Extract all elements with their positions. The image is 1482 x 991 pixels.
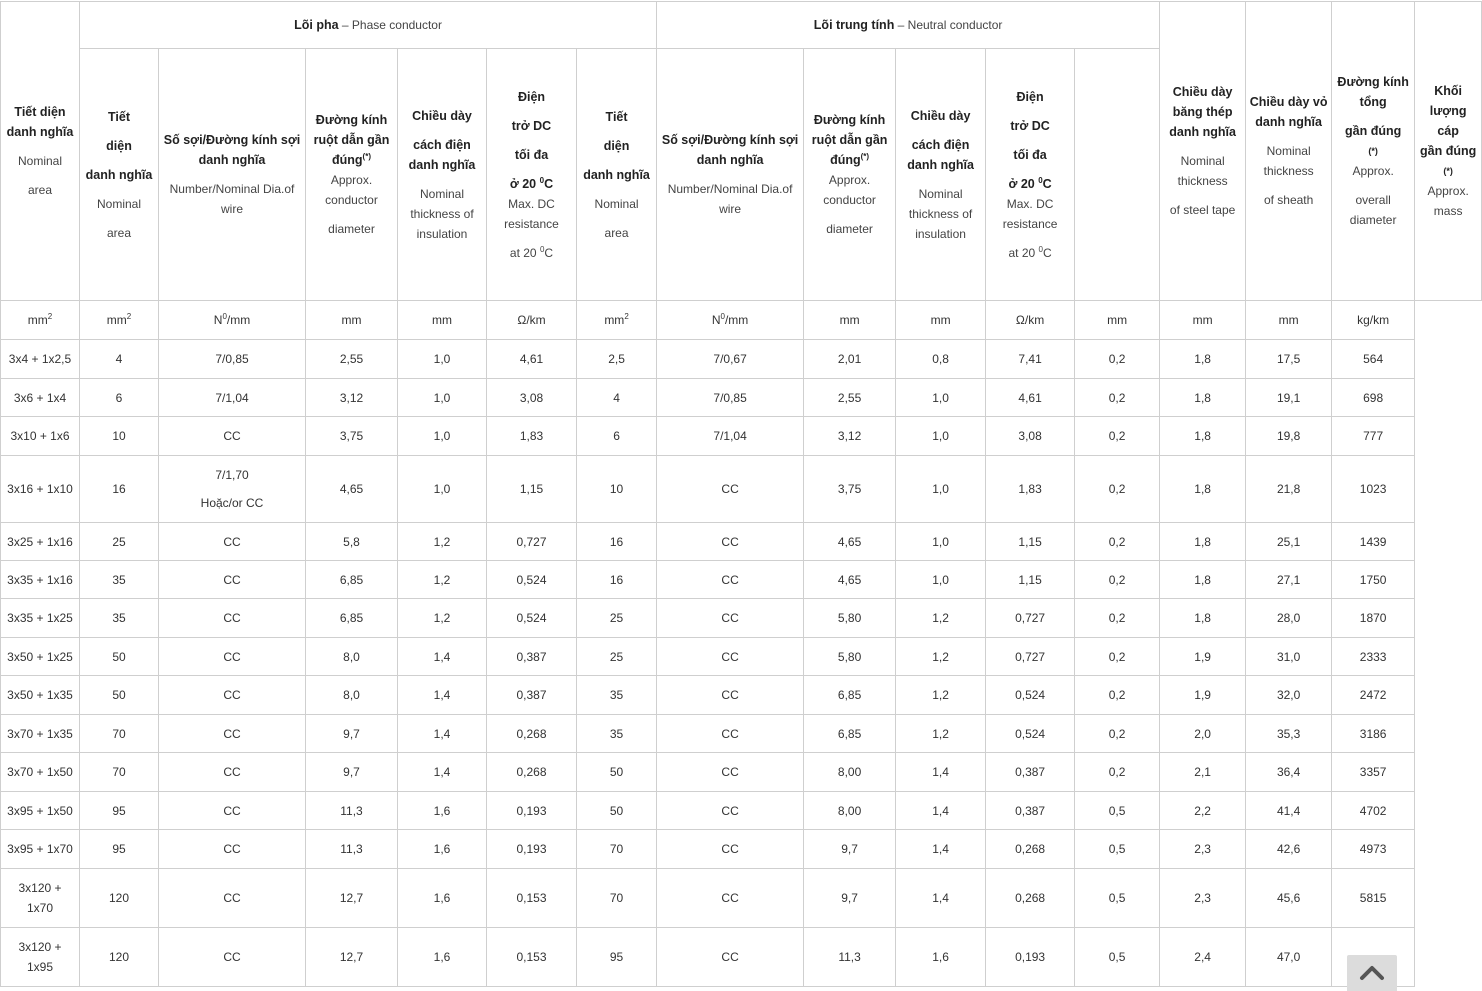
cell-neutral-insulation: 1,2	[896, 676, 986, 715]
cell-phase-resistance: 0,268	[487, 715, 577, 753]
cell-overall-diameter: 32,0	[1246, 676, 1332, 715]
cell-neutral-wire: CC	[657, 638, 804, 676]
cell-phase-resistance: 0,193	[487, 830, 577, 869]
cell-phase-diameter: 11,3	[306, 792, 398, 830]
cell-neutral-area: 4	[577, 379, 657, 417]
cell-phase-insulation: 1,6	[398, 830, 487, 869]
chevron-up-icon	[1360, 965, 1384, 979]
cell-sheath: 1,8	[1160, 417, 1246, 456]
cell-phase-resistance: 0,387	[487, 638, 577, 676]
cell-cable-size: 3x4 + 1x2,5	[1, 340, 80, 379]
cell-neutral-resistance: 0,268	[986, 869, 1075, 928]
cell-phase-area: 10	[80, 417, 159, 456]
header-mass: Khối lượng cáp gần đúng (*) Approx. mass	[1415, 2, 1482, 301]
cell-neutral-area: 10	[577, 456, 657, 523]
cell-neutral-diameter: 4,65	[804, 561, 896, 599]
cell-neutral-resistance: 1,83	[986, 456, 1075, 523]
cell-neutral-insulation: 1,2	[896, 638, 986, 676]
cell-phase-area: 6	[80, 379, 159, 417]
cell-phase-resistance: 4,61	[487, 340, 577, 379]
scroll-to-top-button[interactable]	[1347, 955, 1397, 991]
cell-sheath: 1,8	[1160, 561, 1246, 599]
cell-neutral-insulation: 1,6	[896, 928, 986, 987]
cell-neutral-area: 16	[577, 561, 657, 599]
header-phase-conductor: Lõi pha – Phase conductor	[80, 2, 657, 49]
cell-phase-diameter: 8,0	[306, 676, 398, 715]
cell-neutral-resistance: 3,08	[986, 417, 1075, 456]
cell-neutral-area: 70	[577, 830, 657, 869]
cell-cable-size: 3x35 + 1x25	[1, 599, 80, 638]
cell-steel-tape: 0,2	[1075, 417, 1160, 456]
cell-cable-size: 3x70 + 1x50	[1, 753, 80, 792]
cell-steel-tape: 0,2	[1075, 379, 1160, 417]
cell-neutral-diameter: 8,00	[804, 753, 896, 792]
header-phase-insulation: Chiều dày cách điện danh nghĩa Nominal thickness of insulation	[398, 49, 487, 301]
cell-neutral-insulation: 1,0	[896, 561, 986, 599]
cell-sheath: 2,3	[1160, 869, 1246, 928]
cell-phase-insulation: 1,0	[398, 379, 487, 417]
cell-neutral-wire: CC	[657, 456, 804, 523]
cell-phase-wire: CC	[159, 676, 306, 715]
cell-neutral-diameter: 8,00	[804, 792, 896, 830]
cell-cable-size: 3x70 + 1x35	[1, 715, 80, 753]
cell-neutral-wire: CC	[657, 830, 804, 869]
cell-steel-tape: 0,2	[1075, 561, 1160, 599]
cell-phase-insulation: 1,2	[398, 523, 487, 561]
header-neutral-area: Tiết diện danh nghĩa Nominal area	[577, 49, 657, 301]
unit-cell: mm	[1160, 301, 1246, 340]
cell-steel-tape: 0,5	[1075, 928, 1160, 987]
cell-phase-diameter: 12,7	[306, 928, 398, 987]
table-row	[1, 523, 1482, 561]
cell-neutral-resistance: 0,387	[986, 753, 1075, 792]
cell-overall-diameter: 19,1	[1246, 379, 1332, 417]
cell-phase-wire: CC	[159, 523, 306, 561]
cell-steel-tape: 0,5	[1075, 792, 1160, 830]
cell-neutral-wire: CC	[657, 561, 804, 599]
header-neutral-insulation: Chiều dày cách điện danh nghĩa Nominal thickness of insulation	[896, 49, 986, 301]
cell-phase-area: 50	[80, 676, 159, 715]
cell-phase-insulation: 1,2	[398, 599, 487, 638]
header-phase-area: Tiết diện danh nghĩa Nominal area	[80, 49, 159, 301]
cell-cable-size: 3x120 + 1x70	[1, 869, 80, 928]
unit-cell: mm	[1075, 301, 1160, 340]
table-row	[1, 830, 1482, 869]
table-row	[1, 417, 1482, 456]
cell-phase-insulation: 1,4	[398, 676, 487, 715]
cell-phase-insulation: 1,4	[398, 753, 487, 792]
cell-phase-resistance: 0,524	[487, 599, 577, 638]
cell-phase-insulation: 1,6	[398, 869, 487, 928]
table-row	[1, 928, 1482, 987]
unit-cell: $N^0/mm$	[159, 301, 306, 340]
cell-sheath: 1,8	[1160, 340, 1246, 379]
cell-cable-size: 3x6 + 1x4	[1, 379, 80, 417]
cell-phase-area: 120	[80, 869, 159, 928]
cell-phase-diameter: 2,55	[306, 340, 398, 379]
cell-sheath: 1,9	[1160, 638, 1246, 676]
table-row	[1, 456, 1482, 523]
table-row	[1, 379, 1482, 417]
cell-neutral-resistance: 0,387	[986, 792, 1075, 830]
cell-neutral-insulation: 1,4	[896, 792, 986, 830]
cell-phase-resistance: 0,153	[487, 928, 577, 987]
cell-neutral-insulation: 1,4	[896, 753, 986, 792]
table-row	[1, 638, 1482, 676]
cell-phase-area: 70	[80, 753, 159, 792]
cell-phase-diameter: 9,7	[306, 715, 398, 753]
cell-neutral-area: 50	[577, 792, 657, 830]
cell-mass: 698	[1332, 379, 1415, 417]
cell-phase-wire: CC	[159, 638, 306, 676]
cell-mass: 1023	[1332, 456, 1415, 523]
cell-phase-resistance: 0,153	[487, 869, 577, 928]
cell-phase-area: 70	[80, 715, 159, 753]
cell-phase-area: 4	[80, 340, 159, 379]
cell-neutral-area: 6	[577, 417, 657, 456]
cell-phase-area: 35	[80, 561, 159, 599]
cell-neutral-wire: CC	[657, 753, 804, 792]
cell-neutral-diameter: 6,85	[804, 715, 896, 753]
cell-neutral-area: 95	[577, 928, 657, 987]
cell-neutral-area: 35	[577, 676, 657, 715]
cell-sheath: 1,8	[1160, 379, 1246, 417]
cell-cable-size: 3x120 + 1x95	[1, 928, 80, 987]
cell-sheath: 2,3	[1160, 830, 1246, 869]
cell-steel-tape: 0,2	[1075, 638, 1160, 676]
cell-mass: 564	[1332, 340, 1415, 379]
cell-phase-wire: CC	[159, 599, 306, 638]
cell-neutral-insulation: 1,4	[896, 830, 986, 869]
cell-phase-insulation: 1,6	[398, 928, 487, 987]
cell-neutral-wire: CC	[657, 599, 804, 638]
unit-cell: mm	[398, 301, 487, 340]
cell-mass: 3186	[1332, 715, 1415, 753]
cell-cable-size: 3x95 + 1x70	[1, 830, 80, 869]
cell-overall-diameter: 17,5	[1246, 340, 1332, 379]
cell-sheath: 2,4	[1160, 928, 1246, 987]
cell-mass: 2472	[1332, 676, 1415, 715]
cell-neutral-insulation: 0,8	[896, 340, 986, 379]
cell-mass: 1870	[1332, 599, 1415, 638]
cell-cable-size: 3x50 + 1x25	[1, 638, 80, 676]
header-phase-resistance: Điện trở DC tối đa ở 20 $^0$C Max. DC resistance at 20 $^0$C	[487, 49, 577, 301]
cell-overall-diameter: 31,0	[1246, 638, 1332, 676]
cell-neutral-diameter: 5,80	[804, 638, 896, 676]
header-neutral-conductor: Lõi trung tính – Neutral conductor	[657, 2, 1160, 49]
cell-neutral-wire: CC	[657, 869, 804, 928]
cell-neutral-diameter: 4,65	[804, 523, 896, 561]
cell-phase-resistance: 0,524	[487, 561, 577, 599]
cell-phase-diameter: 3,12	[306, 379, 398, 417]
cell-overall-diameter: 41,4	[1246, 792, 1332, 830]
cell-overall-diameter: 21,8	[1246, 456, 1332, 523]
cell-neutral-diameter: 5,80	[804, 599, 896, 638]
cell-cable-size: 3x25 + 1x16	[1, 523, 80, 561]
cell-phase-diameter: 5,8	[306, 523, 398, 561]
cell-steel-tape: 0,2	[1075, 753, 1160, 792]
cell-neutral-insulation: 1,0	[896, 523, 986, 561]
cell-phase-diameter: 9,7	[306, 753, 398, 792]
unit-cell: $mm^2$	[80, 301, 159, 340]
cell-steel-tape: 0,5	[1075, 830, 1160, 869]
cell-neutral-diameter: 2,55	[804, 379, 896, 417]
cell-phase-wire: CC	[159, 561, 306, 599]
cell-neutral-area: 50	[577, 753, 657, 792]
cell-phase-resistance: 1,83	[487, 417, 577, 456]
cell-phase-insulation: 1,0	[398, 456, 487, 523]
cell-neutral-insulation: 1,2	[896, 599, 986, 638]
cell-neutral-insulation: 1,0	[896, 417, 986, 456]
cell-mass: 4973	[1332, 830, 1415, 869]
unit-cell: kg/km	[1332, 301, 1415, 340]
header-phase-wire: Số sợi/Đường kính sợi danh nghĩa Number/Nominal Dia.of wire	[159, 49, 306, 301]
cell-phase-diameter: 8,0	[306, 638, 398, 676]
cell-sheath: 2,1	[1160, 753, 1246, 792]
table-row	[1, 715, 1482, 753]
cell-cable-size: 3x35 + 1x16	[1, 561, 80, 599]
unit-cell: mm	[804, 301, 896, 340]
cell-neutral-wire: 7/1,04	[657, 417, 804, 456]
cell-neutral-wire: CC	[657, 523, 804, 561]
cell-cable-size: 3x95 + 1x50	[1, 792, 80, 830]
cell-phase-insulation: 1,4	[398, 715, 487, 753]
cell-mass: 1750	[1332, 561, 1415, 599]
cell-phase-wire: CC	[159, 417, 306, 456]
table-row	[1, 792, 1482, 830]
unit-cell: mm	[896, 301, 986, 340]
cell-phase-wire: CC	[159, 753, 306, 792]
cell-neutral-wire: CC	[657, 792, 804, 830]
header-neutral-diameter: Đường kính ruột dẫn gần đúng(*) Approx. conductor diameter	[804, 49, 896, 301]
cell-overall-diameter: 45,6	[1246, 869, 1332, 928]
cell-phase-resistance: 0,268	[487, 753, 577, 792]
cell-overall-diameter: 19,8	[1246, 417, 1332, 456]
cell-phase-insulation: 1,4	[398, 638, 487, 676]
cell-cable-size: 3x16 + 1x10	[1, 456, 80, 523]
header-neutral-resistance: Điện trở DC tối đa ở 20 $^0$C Max. DC resistance at 20 $^0$C	[986, 49, 1075, 301]
cell-sheath: 2,2	[1160, 792, 1246, 830]
cell-phase-insulation: 1,6	[398, 792, 487, 830]
cell-cable-size: 3x10 + 1x6	[1, 417, 80, 456]
cell-steel-tape: 0,2	[1075, 715, 1160, 753]
cell-neutral-area: 2,5	[577, 340, 657, 379]
cell-phase-diameter: 11,3	[306, 830, 398, 869]
cell-steel-tape: 0,2	[1075, 340, 1160, 379]
cell-phase-resistance: 3,08	[487, 379, 577, 417]
cell-phase-insulation: 1,0	[398, 340, 487, 379]
table-row	[1, 599, 1482, 638]
cell-phase-wire: CC	[159, 792, 306, 830]
cell-neutral-diameter: 3,75	[804, 456, 896, 523]
table-body	[1, 340, 1482, 987]
unit-cell: $mm^2$	[577, 301, 657, 340]
cell-neutral-diameter: 2,01	[804, 340, 896, 379]
cell-phase-wire: CC	[159, 715, 306, 753]
cell-mass: 1439	[1332, 523, 1415, 561]
cell-phase-wire: CC	[159, 830, 306, 869]
cell-steel-tape: 0,2	[1075, 523, 1160, 561]
cell-neutral-area: 25	[577, 599, 657, 638]
cell-cable-size: 3x50 + 1x35	[1, 676, 80, 715]
cell-steel-tape: 0,2	[1075, 599, 1160, 638]
cell-neutral-diameter: 9,7	[804, 830, 896, 869]
cell-steel-tape: 0,5	[1075, 869, 1160, 928]
cell-steel-tape: 0,2	[1075, 676, 1160, 715]
cell-overall-diameter: 47,0	[1246, 928, 1332, 987]
cell-steel-tape: 0,2	[1075, 456, 1160, 523]
cell-phase-area: 95	[80, 830, 159, 869]
cell-phase-area: 50	[80, 638, 159, 676]
table-row	[1, 753, 1482, 792]
unit-cell: mm	[306, 301, 398, 340]
cell-phase-insulation: 1,2	[398, 561, 487, 599]
cell-neutral-wire: 7/0,67	[657, 340, 804, 379]
cell-neutral-area: 35	[577, 715, 657, 753]
cell-phase-diameter: 3,75	[306, 417, 398, 456]
unit-cell: $N^0/mm$	[657, 301, 804, 340]
cell-mass: 5815	[1332, 869, 1415, 928]
cell-phase-diameter: 6,85	[306, 599, 398, 638]
cell-phase-resistance: 0,387	[487, 676, 577, 715]
cell-phase-wire: 7/1,04	[159, 379, 306, 417]
cell-phase-resistance: 0,193	[487, 792, 577, 830]
cell-overall-diameter: 28,0	[1246, 599, 1332, 638]
cell-neutral-resistance: 7,41	[986, 340, 1075, 379]
cell-sheath: 1,8	[1160, 523, 1246, 561]
cell-neutral-wire: CC	[657, 676, 804, 715]
table-row	[1, 561, 1482, 599]
cell-neutral-wire: CC	[657, 928, 804, 987]
cell-neutral-resistance: 0,727	[986, 638, 1075, 676]
cell-neutral-diameter: 3,12	[804, 417, 896, 456]
header-phase-diameter: Đường kính ruột dẫn gần đúng(*) Approx. conductor diameter	[306, 49, 398, 301]
header-nominal-area: Tiết diện danh nghĩa Nominal area	[1, 2, 80, 301]
cell-neutral-diameter: 9,7	[804, 869, 896, 928]
cell-neutral-resistance: 0,524	[986, 676, 1075, 715]
cell-phase-area: 120	[80, 928, 159, 987]
unit-cell: Ω/km	[487, 301, 577, 340]
cell-neutral-resistance: 1,15	[986, 561, 1075, 599]
cell-mass: 777	[1332, 417, 1415, 456]
cell-phase-area: 95	[80, 792, 159, 830]
cable-spec-table	[0, 1, 1482, 987]
cell-phase-area: 16	[80, 456, 159, 523]
cell-phase-resistance: 0,727	[487, 523, 577, 561]
table-row	[1, 676, 1482, 715]
cell-neutral-resistance: 0,268	[986, 830, 1075, 869]
cell-neutral-resistance: 0,727	[986, 599, 1075, 638]
header-overall-diameter: Đường kính tổng gần đúng (*) Approx. overall diameter	[1332, 2, 1415, 301]
cell-neutral-insulation: 1,0	[896, 379, 986, 417]
cell-overall-diameter: 42,6	[1246, 830, 1332, 869]
cell-phase-diameter: 4,65	[306, 456, 398, 523]
unit-cell: Ω/km	[986, 301, 1075, 340]
header-neutral-wire: Số sợi/Đường kính sợi danh nghĩa Number/Nominal Dia.of wire	[657, 49, 804, 301]
cell-neutral-area: 70	[577, 869, 657, 928]
cell-phase-wire: 7/0,85	[159, 340, 306, 379]
cell-phase-wire: CC	[159, 869, 306, 928]
cell-neutral-insulation: 1,4	[896, 869, 986, 928]
header-steel-tape: Chiều dày băng thép danh nghĩa Nominal thickness of steel tape	[1160, 2, 1246, 301]
cell-neutral-resistance: 4,61	[986, 379, 1075, 417]
table-row	[1, 340, 1482, 379]
cell-mass: 3357	[1332, 753, 1415, 792]
cell-phase-diameter: 6,85	[306, 561, 398, 599]
cell-neutral-diameter: 6,85	[804, 676, 896, 715]
cell-mass: 2333	[1332, 638, 1415, 676]
unit-cell: $mm^2$	[1, 301, 80, 340]
cell-sheath: 1,8	[1160, 456, 1246, 523]
units-row	[1, 301, 1482, 340]
cell-phase-diameter: 12,7	[306, 869, 398, 928]
cell-neutral-diameter: 11,3	[804, 928, 896, 987]
cell-neutral-wire: 7/0,85	[657, 379, 804, 417]
cell-neutral-resistance: 0,193	[986, 928, 1075, 987]
cell-mass: 4702	[1332, 792, 1415, 830]
cell-phase-area: 25	[80, 523, 159, 561]
cell-neutral-resistance: 1,15	[986, 523, 1075, 561]
cell-neutral-resistance: 0,524	[986, 715, 1075, 753]
cell-phase-wire: CC	[159, 928, 306, 987]
cell-overall-diameter: 25,1	[1246, 523, 1332, 561]
cell-sheath: 1,9	[1160, 676, 1246, 715]
cell-overall-diameter: 27,1	[1246, 561, 1332, 599]
cell-overall-diameter: 35,3	[1246, 715, 1332, 753]
cell-neutral-insulation: 1,2	[896, 715, 986, 753]
unit-cell: mm	[1246, 301, 1332, 340]
cell-neutral-area: 25	[577, 638, 657, 676]
cell-sheath: 2,0	[1160, 715, 1246, 753]
cell-phase-area: 35	[80, 599, 159, 638]
cell-overall-diameter: 36,4	[1246, 753, 1332, 792]
table-row	[1, 869, 1482, 928]
cell-sheath: 1,8	[1160, 599, 1246, 638]
cell-neutral-area: 16	[577, 523, 657, 561]
cell-neutral-insulation: 1,0	[896, 456, 986, 523]
header-row-groups	[1, 2, 1482, 49]
header-sheath: Chiều dày vỏ danh nghĩa Nominal thickness of sheath	[1246, 2, 1332, 301]
cell-phase-resistance: 1,15	[487, 456, 577, 523]
cell-neutral-wire: CC	[657, 715, 804, 753]
cell-phase-insulation: 1,0	[398, 417, 487, 456]
cell-phase-wire: 7/1,70 Hoặc/or CC	[159, 456, 306, 523]
